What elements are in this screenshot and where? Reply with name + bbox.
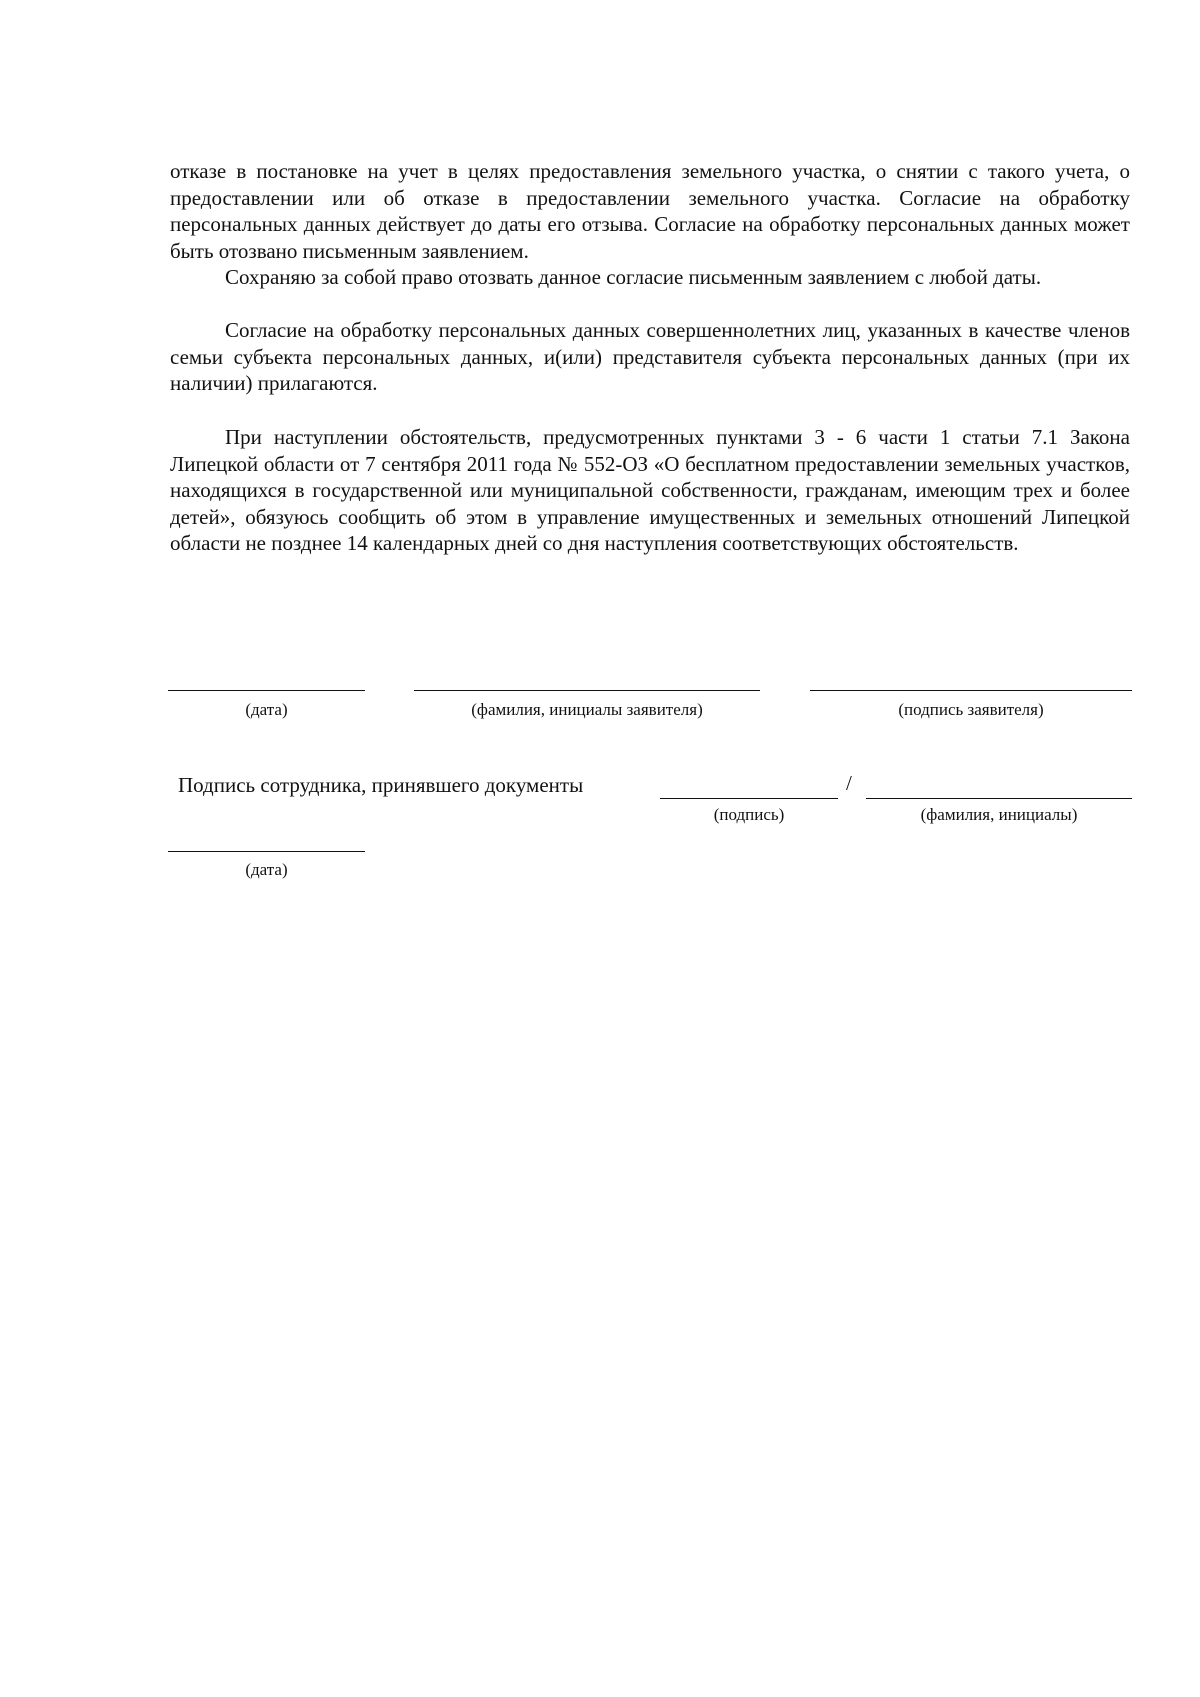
applicant-date-caption: (дата) [245,700,288,719]
staff-signature-label: Подпись сотрудника, принявшего документы [178,773,584,797]
staff-name-line [866,798,1132,799]
applicant-date-line [168,690,365,691]
applicant-name-line [414,690,760,691]
consent-paragraph-1: отказе в постановке на учет в целях предоставления земельного участка, о снятии с такого учета, о предоставлении или об отказе в предоставлении земельного участка. Согласие на обработку персональных данных действует до даты его отзыва. Согласие на обработку персональных данных может быть отозвано письменным заявлением. [170,159,1130,263]
consent-paragraph-3: Согласие на обработку персональных данных совершеннолетних лиц, указанных в качестве членов семьи субъекта персональных данных, и(или) представителя субъекта персональных данных (при их наличии) прилагаются. [170,318,1130,395]
staff-date-caption: (дата) [245,860,288,879]
applicant-signature-line [810,690,1132,691]
applicant-signature-caption: (подпись заявителя) [898,700,1044,719]
consent-paragraph-2: Сохраняю за собой право отозвать данное согласие письменным заявлением с любой даты. [225,265,1042,289]
staff-signature-caption: (подпись) [713,805,785,824]
staff-date-line [168,851,365,852]
applicant-name-caption: (фамилия, инициалы заявителя) [471,700,703,719]
staff-signature-line [660,798,838,799]
obligation-paragraph: При наступлении обстоятельств, предусмотренных пунктами 3 - 6 части 1 статьи 7.1 Закона Липецкой области от 7 сентября 2011 года № 552-ОЗ «О бесплатном предоставлении земельных участков, находящихся в государственной или муниципальной собственности, гражданам, имеющим трех и более детей», обязуюсь сообщить об этом в управление имущественных и земельных отношений Липецкой области не позднее 14 календарных дней со дня наступления соответствующих обстоятельств. [170,425,1130,555]
signature-separator: / [846,771,852,795]
staff-name-caption: (фамилия, инициалы) [920,805,1078,824]
